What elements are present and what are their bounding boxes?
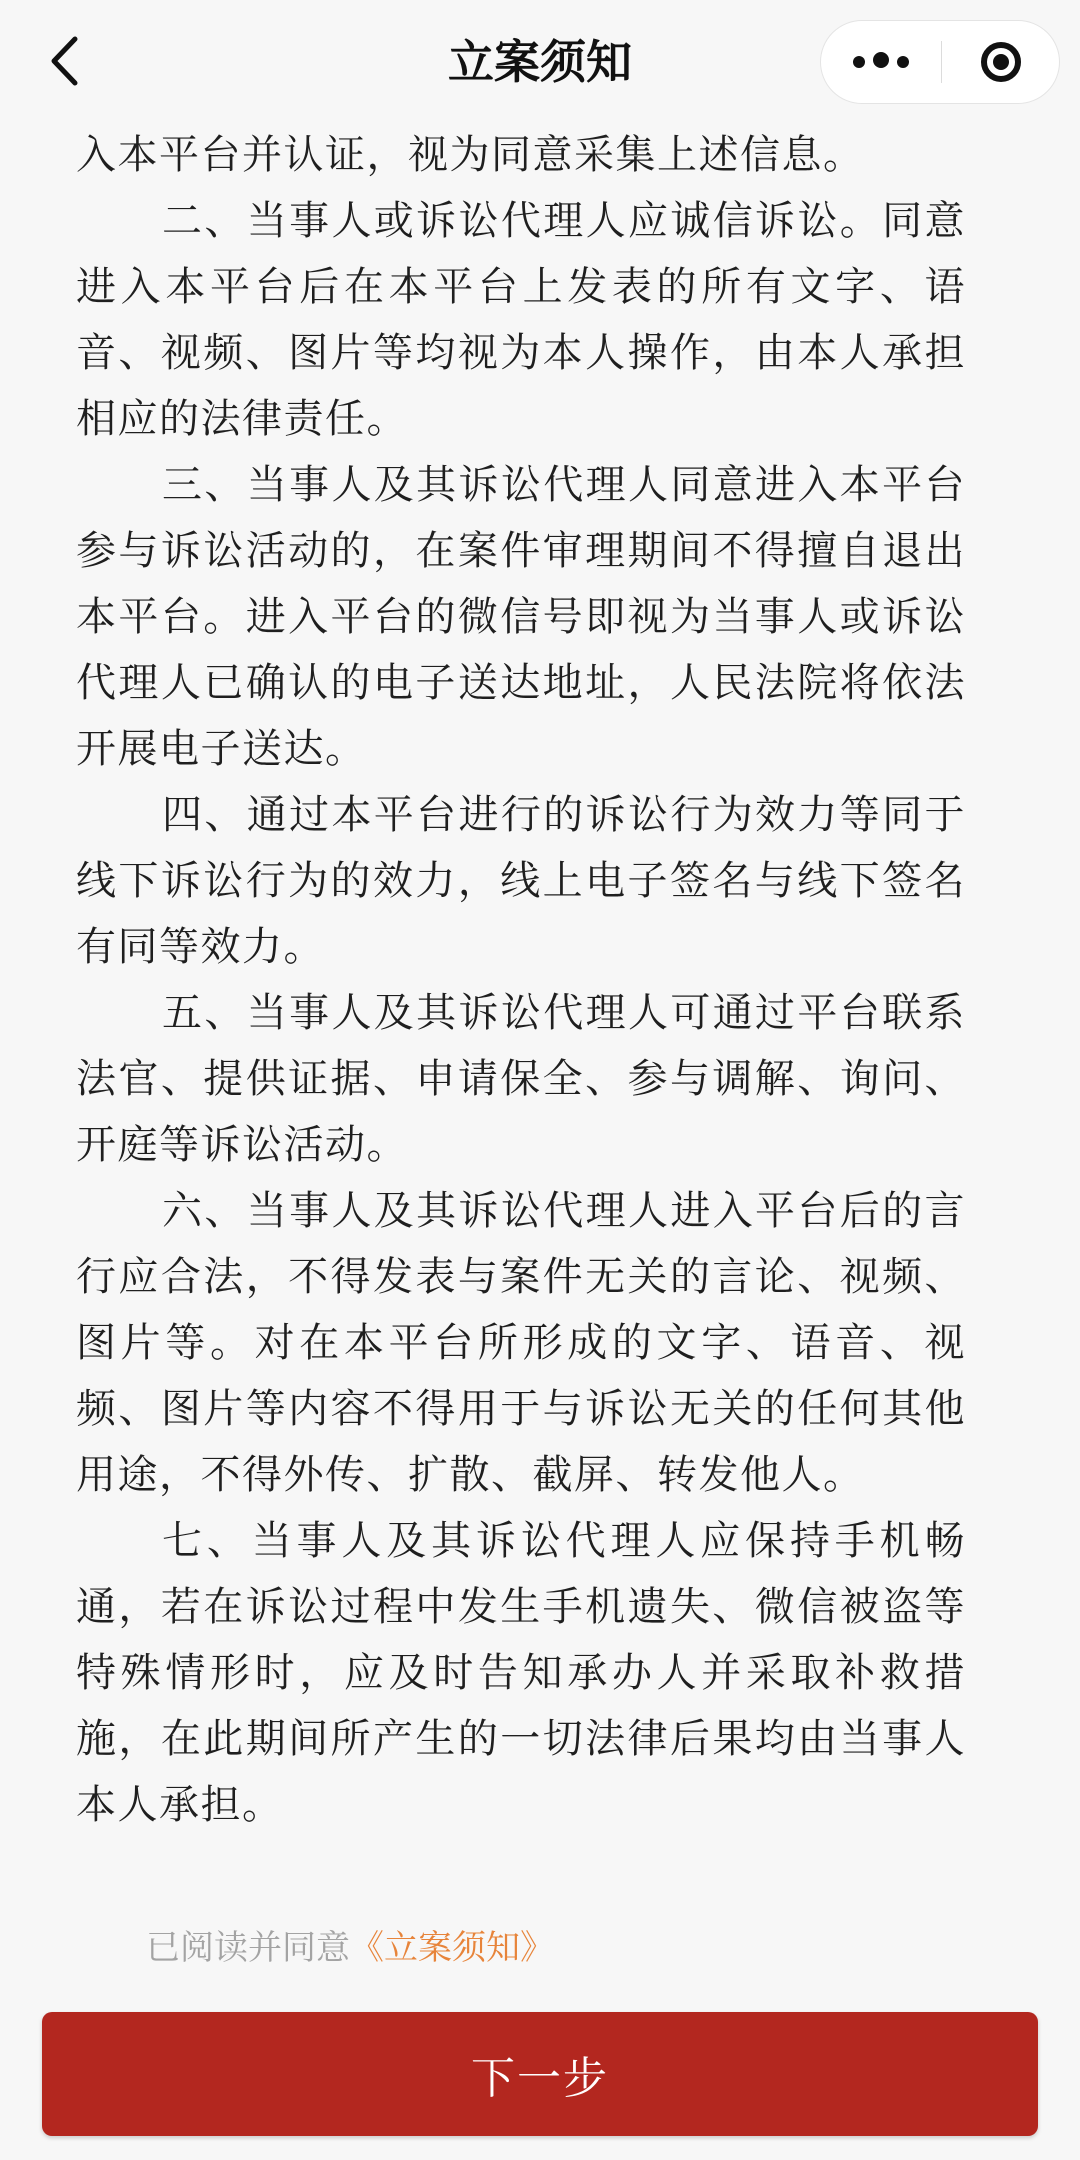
close-button[interactable]: [942, 21, 1059, 103]
notice-paragraph: 四、通过本平台进行的诉讼行为效力等同于线下诉讼行为的效力，线上电子签名与线下签名有同等效力。: [76, 792, 966, 970]
notice-paragraph: 三、当事人及其诉讼代理人同意进入本平台参与诉讼活动的，在案件审理期间不得擅自退出本平台。进入平台的微信号即视为当事人或诉讼代理人已确认的电子送达地址，人民法院将依法开展电子送达。: [76, 462, 966, 772]
agreement-line: [146, 1920, 554, 1976]
page-title: 立案须知: [448, 35, 632, 89]
agreement-prefix: 已阅读并同意: [146, 1928, 350, 1968]
notice-paragraph: 六、当事人及其诉讼代理人进入平台后的言行应合法，不得发表与案件无关的言论、视频、图片等。对在本平台所形成的文字、语音、视频、图片等内容不得用于与诉讼无关的任何其他用途，不得外传、扩散、截屏、转发他人。: [76, 1188, 966, 1498]
notice-content: [76, 122, 966, 1838]
notice-paragraph: 七、当事人及其诉讼代理人应保持手机畅通，若在诉讼过程中发生手机遗失、微信被盗等特殊情形时，应及时告知承办人并采取补救措施，在此期间所产生的一切法律后果均由当事人本人承担。: [76, 1518, 966, 1828]
more-button[interactable]: [821, 21, 940, 103]
notice-paragraph: 五、当事人及其诉讼代理人可通过平台联系法官、提供证据、申请保全、参与调解、询问、开庭等诉讼活动。: [76, 990, 966, 1168]
navigation-bar: [0, 0, 1080, 124]
more-dots-icon: [849, 52, 913, 72]
notice-paragraph: 二、当事人或诉讼代理人应诚信诉讼。同意进入本平台后在本平台上发表的所有文字、语音、视频、图片等均视为本人操作，由本人承担相应的法律责任。: [76, 198, 966, 442]
notice-paragraph-lead: 入本平台并认证，视为同意采集上述信息。: [76, 132, 865, 178]
mini-program-capsule: [820, 20, 1060, 104]
target-close-icon: [981, 42, 1021, 82]
agreement-link[interactable]: 《立案须知》: [350, 1928, 554, 1968]
next-step-button[interactable]: 下一步: [42, 2012, 1038, 2136]
